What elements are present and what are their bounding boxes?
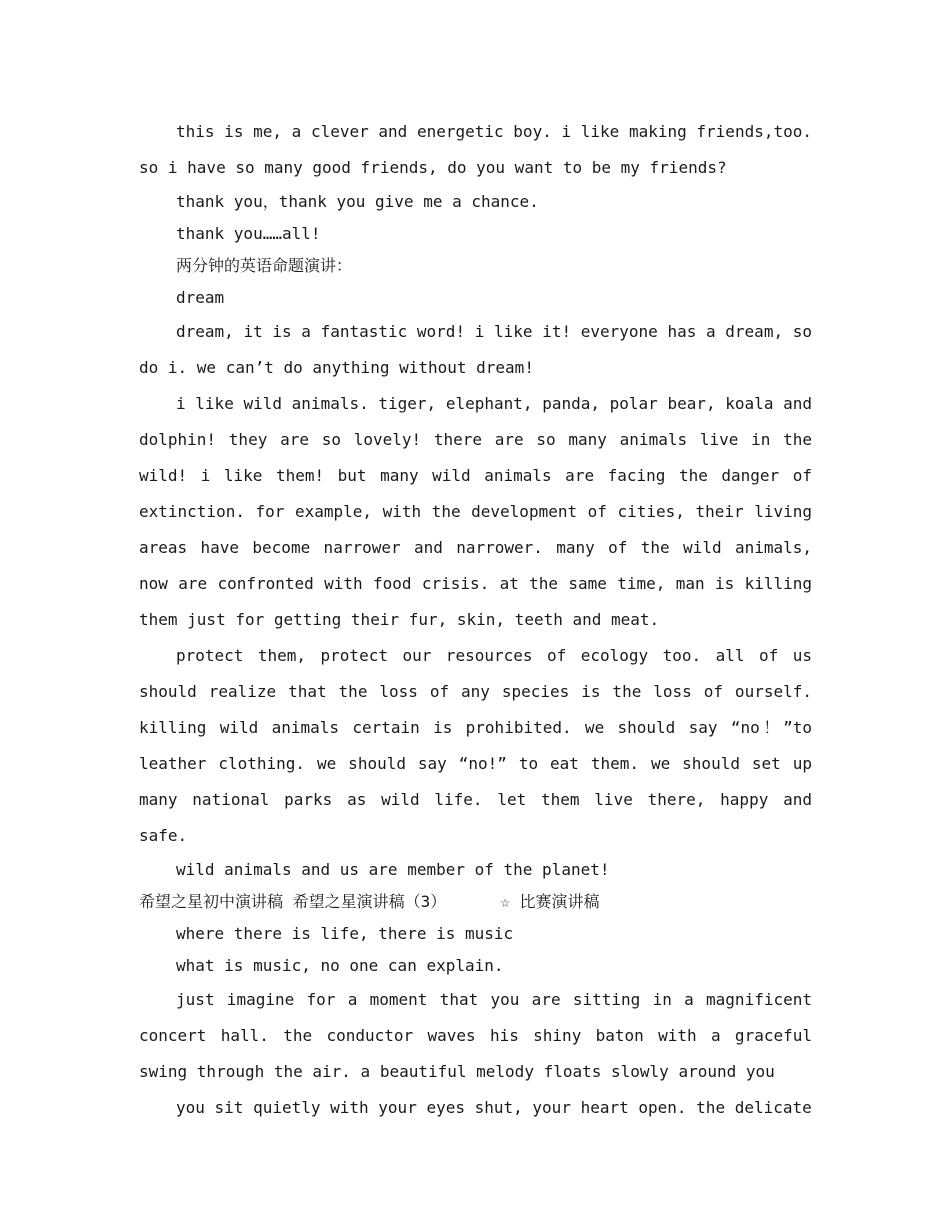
paragraph-wild-animals: i like wild animals. tiger, elephant, panda, polar bear, koala and dolphin! they are so lovely! there are so many animals live in the wild! i like them! but many wild animals are facing the danger of extinction. for example, with the development of cities, their living areas have become narrower and narrower. many of the wild animals, now are confronted with food crisis. at the same time, man is killing them just for getting their fur, skin, teeth and meat. [139,394,812,629]
speech-title-dream: dream [176,288,225,307]
section-heading-right: ☆ 比赛演讲稿 [500,892,600,911]
paragraph-thanks-all: thank you……all! [176,224,321,243]
paragraph-thanks: thank you，thank you give me a chance. [176,192,539,211]
section-heading [139,886,812,918]
paragraph-delicate: you sit quietly with your eyes shut, your heart open. the delicate [176,1098,812,1117]
paragraph-planet: wild animals and us are member of the planet! [176,860,610,879]
section-heading-left: 希望之星初中演讲稿 希望之星演讲稿（3） [139,892,447,911]
paragraph-intro: this is me, a clever and energetic boy. i like making friends,too. so i have so many good friends, do you want to be my friends? [139,122,812,177]
paragraph-music-line2: what is music, no one can explain. [176,956,504,975]
speech-topic-label: 两分钟的英语命题演讲： [176,256,353,275]
paragraph-concert: just imagine for a moment that you are sitting in a magnificent concert hall. the conductor waves his shiny baton with a graceful swing through the air. a beautiful melody floats slowly around you [139,990,812,1081]
paragraph-music-line1: where there is life, there is music [176,924,514,943]
document-body [139,114,812,1126]
paragraph-protect: protect them, protect our resources of ecology too. all of us should realize that the loss of any species is the loss of ourself. killing wild animals certain is prohibited. we should say “no！”to leather clothing. we should say “no!” to eat them. we should set up many national parks as wild life. let them live there, happy and safe. [139,646,813,845]
paragraph-dream: dream, it is a fantastic word! i like it! everyone has a dream, so do i. we can’t do anything without dream! [139,322,812,377]
